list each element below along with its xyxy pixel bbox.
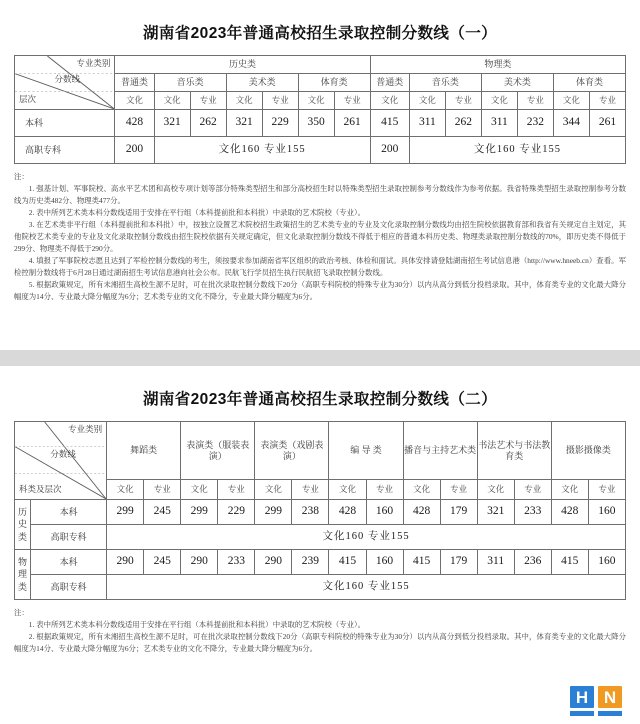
note-item: 1. 强基计划、军事院校、高水平艺术团和高校专项计划等部分特殊类型招生和部分高校招生时以特殊类型招生录取控制参考分数线作为参考依据。我省特殊类型招生录取控制参考分数线为历史类482分、物理类477分。 bbox=[14, 183, 626, 205]
cell-h1-merged: 文化160 专业155 bbox=[107, 525, 626, 550]
section-label-physics bbox=[15, 550, 31, 600]
card-divider bbox=[0, 350, 640, 366]
cell-p1-merged: 文化160 专业155 bbox=[107, 575, 626, 600]
note-item: 1. 表中所列艺术类本科分数线适用于安排在平行组（本科提前批和本科批）中录取的艺术院校（专业）。 bbox=[28, 619, 366, 629]
category-header-5: 音乐类 bbox=[409, 74, 481, 92]
cell-p0-10: 311 bbox=[477, 550, 514, 575]
cell-h0-11: 233 bbox=[514, 500, 551, 525]
table-row bbox=[15, 110, 626, 137]
cell-0-8: 311 bbox=[409, 110, 445, 137]
cell-0-6: 261 bbox=[334, 110, 370, 137]
cell-p0-9: 179 bbox=[440, 550, 477, 575]
category-header-0: 普通类 bbox=[115, 74, 154, 92]
subhead-2: 文化 bbox=[181, 480, 218, 500]
subhead-4: 专业 bbox=[262, 92, 298, 110]
subhead-9: 专业 bbox=[445, 92, 481, 110]
subhead-11: 专业 bbox=[517, 92, 553, 110]
cell-1-history-merged: 文化160 专业155 bbox=[154, 137, 370, 164]
subhead-2: 专业 bbox=[190, 92, 226, 110]
cell-h0-8: 428 bbox=[403, 500, 440, 525]
cell-h0-10: 321 bbox=[477, 500, 514, 525]
cell-0-7: 415 bbox=[370, 110, 409, 137]
cell-0-9: 262 bbox=[445, 110, 481, 137]
category-header-6: 美术类 bbox=[481, 74, 553, 92]
subhead-7: 专业 bbox=[366, 480, 403, 500]
score-table-two bbox=[14, 421, 626, 600]
cell-0-13: 261 bbox=[589, 110, 625, 137]
cell-h0-1: 245 bbox=[144, 500, 181, 525]
cell-h0-4: 299 bbox=[255, 500, 292, 525]
section-char: 物 bbox=[18, 557, 28, 568]
section-char: 理 bbox=[18, 569, 28, 580]
note-item: 3. 在艺术类非平行组（本科提前批和本科批）中，按独立设置艺术院校招生政策招生的艺术类专业的专业及文化录取控制分数线均由招生院校依据教育部和我省有关规定自主划定，其他院校艺术类专业的专业及文化录取控制分数线由招生院校依据有关规定确定，但文化录取控制分数线不得低于相应的普通本科历史类、物理类录取控制分数线的70%，即历史类不得低于299分、物理类不得低于290分。 bbox=[14, 219, 626, 253]
section-char: 历 bbox=[18, 507, 28, 518]
subhead-13: 专业 bbox=[589, 92, 625, 110]
cell-p0-6: 415 bbox=[329, 550, 366, 575]
category-header-3: 编 导 类 bbox=[329, 422, 403, 480]
category-header-2: 美术类 bbox=[226, 74, 298, 92]
cell-p0-13: 160 bbox=[588, 550, 625, 575]
subhead-7: 文化 bbox=[370, 92, 409, 110]
notes-block-one bbox=[14, 171, 626, 303]
corner-label-bottom: 科类及层次 bbox=[19, 484, 62, 495]
subhead-12: 文化 bbox=[551, 480, 588, 500]
subhead-5: 文化 bbox=[298, 92, 334, 110]
cell-0-11: 232 bbox=[517, 110, 553, 137]
table-row-category-header bbox=[15, 422, 626, 480]
notes-label-one: 注： bbox=[14, 172, 29, 181]
score-line-card-one bbox=[0, 0, 640, 350]
cell-p0-8: 415 bbox=[403, 550, 440, 575]
cell-h0-5: 238 bbox=[292, 500, 329, 525]
cell-0-3: 321 bbox=[226, 110, 262, 137]
score-table-one bbox=[14, 55, 626, 164]
group-header-physics: 物理类 bbox=[370, 56, 625, 74]
subhead-13: 专业 bbox=[588, 480, 625, 500]
cell-1-history-first: 200 bbox=[115, 137, 154, 164]
cell-0-2: 262 bbox=[190, 110, 226, 137]
corner-diagonal-header bbox=[15, 422, 107, 500]
subhead-9: 专业 bbox=[440, 480, 477, 500]
corner-label-bottom: 层次 bbox=[19, 94, 37, 105]
category-header-0: 舞蹈类 bbox=[107, 422, 181, 480]
category-header-5: 书法艺术与书法教育类 bbox=[477, 422, 551, 480]
cell-p0-1: 245 bbox=[144, 550, 181, 575]
cell-1-physics-first: 200 bbox=[370, 137, 409, 164]
notes-block-two bbox=[14, 607, 626, 655]
category-header-1: 表演类（服装表演） bbox=[181, 422, 255, 480]
section-char: 史 bbox=[18, 519, 28, 530]
table-row-group-header bbox=[15, 56, 626, 74]
score-line-card-two bbox=[0, 366, 640, 724]
corner-label-mid: 分数线 bbox=[50, 448, 76, 459]
subhead-10: 文化 bbox=[481, 92, 517, 110]
note-item: 4. 填报了军事院校志愿且达到了军检控制分数线的考生，须按要求参加湖南省军区组织的政治考核、体检和面试。具体安排请登陆湖南招生考试信息港（http://www.hneeb.cn）查看。军检控制分数线将于6月28日通过湖南招生考试信息港向社会公布。民航飞行学员招生执行民航招飞录取控制分数线。 bbox=[14, 255, 626, 277]
note-item: 2. 根据政策规定，所有未湘招生高校生源不足时，可在批次录取控制分数线下20分（高职专科院校的特殊专业为30分）以内从高分到低分投档录取。其中，体育类专业的文化最大降分幅度为14分、专业最大降分幅度为6分；艺术类专业的文化不降分，专业最大降分幅度为6分。 bbox=[14, 631, 626, 653]
category-header-4: 播音与主持艺术类 bbox=[403, 422, 477, 480]
corner-label-top: 专业类别 bbox=[76, 58, 111, 68]
subhead-5: 专业 bbox=[292, 480, 329, 500]
cell-h0-2: 299 bbox=[181, 500, 218, 525]
subhead-6: 文化 bbox=[329, 480, 366, 500]
corner-label-top: 专业类别 bbox=[68, 424, 103, 434]
table-row bbox=[15, 575, 626, 600]
cell-p0-0: 290 bbox=[107, 550, 144, 575]
row-level-gaozhi: 高职专科 bbox=[15, 137, 115, 164]
table-row bbox=[15, 137, 626, 164]
subhead-3: 专业 bbox=[218, 480, 255, 500]
table-row bbox=[15, 525, 626, 550]
cell-p0-2: 290 bbox=[181, 550, 218, 575]
cell-0-1: 321 bbox=[154, 110, 190, 137]
corner-label-mid: 分数线 bbox=[54, 74, 80, 85]
cell-h0-7: 160 bbox=[366, 500, 403, 525]
subhead-10: 文化 bbox=[477, 480, 514, 500]
category-header-4: 普通类 bbox=[370, 74, 409, 92]
subhead-6: 专业 bbox=[334, 92, 370, 110]
cell-p0-4: 290 bbox=[255, 550, 292, 575]
cell-p0-5: 239 bbox=[292, 550, 329, 575]
cell-p0-3: 233 bbox=[218, 550, 255, 575]
row-level-benke: 本科 bbox=[31, 500, 107, 525]
subhead-3: 文化 bbox=[226, 92, 262, 110]
hn-watermark-logo bbox=[568, 684, 626, 718]
cell-0-12: 344 bbox=[553, 110, 589, 137]
section-char: 类 bbox=[18, 531, 28, 542]
group-header-history: 历史类 bbox=[115, 56, 370, 74]
section-char: 类 bbox=[18, 581, 28, 592]
cell-0-10: 311 bbox=[481, 110, 517, 137]
logo-letter-n: N bbox=[603, 688, 617, 707]
cell-p0-12: 415 bbox=[551, 550, 588, 575]
corner-diagonal-header bbox=[15, 56, 115, 110]
cell-0-5: 350 bbox=[298, 110, 334, 137]
category-header-2: 表演类（戏剧表演） bbox=[255, 422, 329, 480]
row-level-gaozhi: 高职专科 bbox=[31, 575, 107, 600]
subhead-12: 文化 bbox=[553, 92, 589, 110]
subhead-1: 文化 bbox=[154, 92, 190, 110]
row-level-gaozhi: 高职专科 bbox=[31, 525, 107, 550]
row-level-benke: 本科 bbox=[31, 550, 107, 575]
cell-h0-6: 428 bbox=[329, 500, 366, 525]
cell-0-4: 229 bbox=[262, 110, 298, 137]
notes-label-two: 注： bbox=[14, 608, 29, 617]
subhead-0: 文化 bbox=[107, 480, 144, 500]
category-header-6: 摄影摄像类 bbox=[551, 422, 625, 480]
note-item: 5. 根据政策规定，所有未湘招生高校生源不足时，可在批次录取控制分数线下20分（高职专科院校的特殊专业为30分）以内从高分到低分投档录取。其中，体育类专业的文化最大降分幅度为14分、专业最大降分幅度为6分；艺术类专业的文化不降分，专业最大降分幅度为6分。 bbox=[14, 279, 626, 301]
subhead-1: 专业 bbox=[144, 480, 181, 500]
category-header-3: 体育类 bbox=[298, 74, 370, 92]
cell-1-physics-merged: 文化160 专业155 bbox=[409, 137, 625, 164]
cell-p0-11: 236 bbox=[514, 550, 551, 575]
subhead-0: 文化 bbox=[115, 92, 154, 110]
cell-h0-12: 428 bbox=[551, 500, 588, 525]
cell-h0-0: 299 bbox=[107, 500, 144, 525]
category-header-7: 体育类 bbox=[553, 74, 625, 92]
cell-p0-7: 160 bbox=[366, 550, 403, 575]
cell-h0-13: 160 bbox=[588, 500, 625, 525]
subhead-8: 文化 bbox=[403, 480, 440, 500]
logo-letter-h: H bbox=[575, 688, 589, 707]
subhead-4: 文化 bbox=[255, 480, 292, 500]
cell-0-0: 428 bbox=[115, 110, 154, 137]
subhead-8: 文化 bbox=[409, 92, 445, 110]
cell-h0-9: 179 bbox=[440, 500, 477, 525]
section-label-history bbox=[15, 500, 31, 550]
category-header-1: 音乐类 bbox=[154, 74, 226, 92]
page-title-one: 湖南省2023年普通高校招生录取控制分数线（一） bbox=[142, 25, 498, 42]
note-item: 2. 表中所列艺术类本科分数线适用于安排在平行组（本科提前批和本科批）中录取的艺术院校（专业）。 bbox=[28, 207, 366, 217]
cell-h0-3: 229 bbox=[218, 500, 255, 525]
subhead-11: 专业 bbox=[514, 480, 551, 500]
row-level-benke: 本科 bbox=[15, 110, 115, 137]
table-row bbox=[15, 550, 626, 575]
page-title-two: 湖南省2023年普通高校招生录取控制分数线（二） bbox=[142, 391, 498, 408]
table-row bbox=[15, 500, 626, 525]
